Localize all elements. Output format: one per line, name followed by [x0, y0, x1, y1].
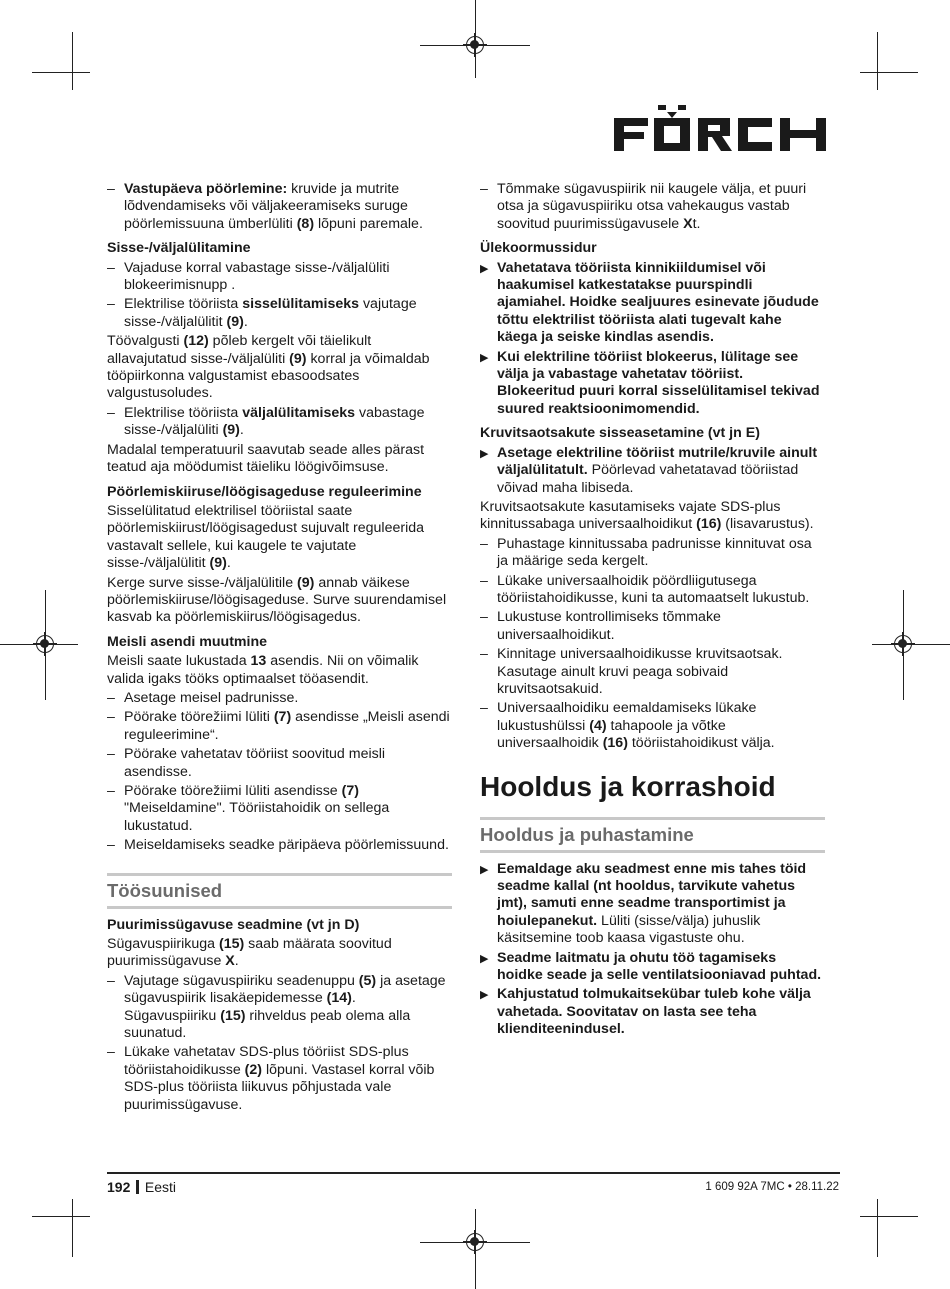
ref: (9) — [226, 313, 244, 330]
section-heading: Töösuunised — [107, 873, 452, 909]
paragraph — [107, 936, 452, 971]
term: Vastupäeva pöörlemine: — [124, 181, 288, 197]
text: Universaalhoidiku eemaldamiseks lükake lukustushülssi — [497, 700, 757, 734]
text: Pöörake töörežiimi lüliti — [124, 709, 274, 726]
text: saab määrata soovitud puurimissügavuse — [107, 936, 392, 970]
text: tööriistahoidikust välja. — [627, 735, 775, 752]
ref: (15) — [219, 936, 245, 953]
subheading: Sisse-/väljalülitamine — [107, 240, 251, 257]
text: Tõmmake sügavuspiirik nii kaugele välja, et puuri otsa ja sügavuspiiriku otsa vahekaugus vastab soovitud puurimissügavusele — [497, 181, 807, 232]
text: Elektrilise tööriista — [124, 296, 243, 313]
text: kruvide ja mutrite lõdvendamiseks või väljakeeramiseks suruge pöörlemissuuna ümberlüliti — [124, 181, 408, 232]
text: Kerge surve sisse-/väljalülitile — [107, 574, 298, 591]
paragraph: Madalal temperatuuril saavutab seade alles pärast teatud aja möödumist täieliku löögivõimsuse. — [107, 441, 425, 476]
text: asendis. Nii on võimalik valida igaks tööks optimaalset tööasendit. — [107, 653, 419, 687]
list-item: – Lükake universaalhoidik pöördliigutusega tööriistahoidikusse, kuni ta automaatselt lukustub. — [480, 573, 825, 608]
list-item — [107, 973, 452, 1043]
paragraph — [107, 503, 452, 573]
warning-text: Asetage elektriline tööriist mutrile/kruvile ainult väljalülitatult. — [497, 444, 818, 479]
text: lõpuni. Vastasel korral võib SDS-plus tööriista liikuvus põhjustada vale puurimissügavuse. — [124, 1061, 435, 1113]
right-column — [480, 181, 825, 1041]
text: vajutage sisse-/väljalülitit — [124, 296, 417, 330]
registration-target-icon — [36, 635, 54, 653]
ref: (9) — [222, 422, 240, 439]
text: t. — [692, 215, 701, 232]
term: väljalülitamiseks — [242, 404, 356, 421]
warning-text: Eemaldage aku seadmest enne mis tahes töid seadme kallal (nt hooldus, tarvikute vahetus jmt), samuti enne seadme transportimist ja hoiulepanekut. — [497, 860, 807, 929]
ref: (8) — [296, 215, 315, 232]
list-item — [107, 296, 452, 331]
text: Pöörake töörežiimi lüliti asendisse — [124, 783, 342, 799]
ref: (4) — [589, 717, 607, 734]
text: Kruvitsaotsakute kasutamiseks vajate SDS-plus kinnitussabaga universaalhoidikut — [480, 498, 781, 533]
registration-target-icon — [466, 1233, 484, 1251]
list-item: – Pöörake vahetatav tööriist soovitud meisli asendisse. — [107, 746, 452, 781]
warning-text: Kahjustatud tolmukaitsekübar tuleb kohe välja vahetada. Soovitatav on lasta see teha klienditeenindusel. — [497, 986, 811, 1038]
subheading: Puurimissügavuse seadmine (vt jn D) — [107, 916, 360, 933]
text: . — [239, 422, 244, 439]
text: rihveldus peab olema alla suunatud. — [124, 1007, 411, 1042]
text: Lükake vahetatav SDS-plus tööriist SDS-plus tööriistahoidikusse — [124, 1044, 409, 1078]
text: lõpuni paremale. — [314, 215, 423, 232]
text: "Meiseldamine". Tööriistahoidik on sellega lukustatud. — [124, 800, 390, 834]
ref: (7) — [273, 709, 292, 726]
warning-item — [480, 950, 825, 985]
ref: (9) — [297, 574, 315, 591]
list-item — [480, 181, 825, 233]
warning-text: Kui elektriline tööriist blokeerus, lülitage see välja ja vabastage vahetatav tööriist. Blokeeritud puuri korral sisselülitamisel tekivad suured reaktsioonimomendid. — [497, 348, 820, 417]
warning-item — [480, 445, 825, 497]
crop-mark — [877, 32, 878, 90]
list-item: – Meiseldamiseks seadke päripäeva pöörlemissuund. — [107, 837, 452, 854]
list-item — [107, 181, 452, 233]
crop-mark — [72, 32, 73, 90]
ref: (14) — [326, 990, 352, 1007]
subheading: Meisli asendi muutmine — [107, 633, 268, 650]
footer-page-info — [107, 1179, 176, 1195]
ref: (5) — [358, 972, 377, 989]
text: annab väikese pöörlemiskiiruse/löögisageduse. Surve suurendamisel kasvab ka pöörlemiskiirus/löögisagedus. — [107, 574, 447, 626]
text: tahapoole ja võtke universaalhoidik — [497, 717, 726, 752]
list-item — [480, 700, 825, 752]
ref: X — [225, 953, 235, 970]
list-item: – Kinnitage universaalhoidikusse kruvitsaotsak. Kasutage ainult kruvi peaga sobivaid kruvitsaotsakuid. — [480, 646, 825, 698]
crop-mark — [877, 1199, 878, 1257]
crop-mark — [860, 72, 918, 73]
warning-text: Seadme laitmatu ja ohutu töö tagamiseks hoidke seade ja selle ventilatsiooniavad puhtad. — [497, 949, 822, 984]
ref: X — [683, 215, 693, 232]
crop-mark — [72, 1199, 73, 1257]
text: . Sügavuspiiriku — [124, 990, 356, 1024]
crop-mark — [32, 1216, 90, 1217]
page-number: 192 — [107, 1179, 131, 1195]
doc-code: 1 609 92A 7MC • 28.11.22 — [705, 1181, 839, 1193]
warning-item — [480, 349, 825, 419]
text: (lisavarustus). — [721, 516, 814, 533]
text: Elektrilise tööriista — [124, 404, 243, 421]
text: Töövalgusti — [107, 333, 184, 350]
text: . — [234, 953, 239, 970]
text: . — [226, 555, 231, 572]
ref: (15) — [220, 1007, 246, 1024]
text: ja asetage sügavuspiirik lisakäepidemesse — [124, 972, 446, 1007]
text: vabastage sisse-/väljalüliti — [124, 404, 425, 439]
language-label: Eesti — [144, 1179, 176, 1195]
ref: (2) — [244, 1061, 262, 1078]
paragraph — [480, 499, 825, 534]
text: korral ja võimaldab tööpiirkonna valgustamist ebasoodsates valgustusoludes. — [107, 350, 430, 402]
ref: (9) — [209, 555, 227, 572]
subheading: Pöörlemiskiiruse/löögisageduse reguleerimine — [107, 483, 422, 500]
text: Vajutage sügavuspiiriku seadenuppu — [124, 972, 359, 989]
paragraph — [107, 333, 452, 403]
text: Pöörlevad vahetatavad tööriistad võivad maha libiseda. — [497, 462, 799, 496]
list-item — [107, 783, 452, 835]
ref: (16) — [696, 516, 722, 533]
registration-target-icon — [466, 36, 484, 54]
separator — [136, 1180, 139, 1194]
list-item: – Puhastage kinnitussaba padrunisse kinnituvat osa ja määrige seda kergelt. — [480, 536, 825, 571]
text: põleb kergelt või täielikult allavajutatud sisse-/väljalüliti — [107, 333, 372, 367]
registration-target-icon — [894, 635, 912, 653]
term: sisselülitamiseks — [242, 296, 360, 313]
list-item — [107, 709, 452, 744]
ref: (9) — [289, 350, 307, 367]
chapter-heading: Hooldus ja korrashoid — [480, 770, 776, 802]
warning-item — [480, 861, 825, 948]
list-item: – Asetage meisel padrunisse. — [107, 690, 452, 707]
text: asendisse „Meisli asendi reguleerimine“. — [124, 709, 450, 743]
brand-logo — [612, 104, 828, 154]
text: Sügavuspiirikuga — [107, 936, 219, 953]
text: . — [243, 313, 248, 330]
footer-divider — [107, 1172, 840, 1174]
ref: (16) — [602, 735, 628, 752]
text: Lüliti (sisse/välja) juhuslik käsitsemine toob kaasa vigastuste ohu. — [497, 912, 761, 947]
list-item: – Lukustuse kontrollimiseks tõmmake universaalhoidikut. — [480, 609, 825, 644]
left-column — [107, 181, 452, 1116]
list-item — [107, 405, 452, 440]
ref: (7) — [341, 783, 359, 799]
warning-item — [480, 260, 825, 347]
subheading: Ülekoormussidur — [480, 240, 597, 257]
list-item: – Vajaduse korral vabastage sisse-/väljalüliti blokeerimisnupp . — [107, 260, 452, 295]
section-heading: Hooldus ja puhastamine — [480, 817, 825, 853]
warning-text: Vahetatava tööriista kinnikiildumisel või haakumisel katkestatakse puurspindli ajamiahel. Hoidke sealjuures esinevate jõudude tõttu elektrilist tööriista alati tugevalt kahe käega ja seiske kindlas asendis. — [497, 259, 819, 346]
text: Sisselülitatud elektrilisel tööriistal saate pöörlemiskiirust/löögisagedust sujuvalt reguleerida vastavalt sellele, kui kaugele te vajutate sisse-/väljalülitit — [107, 502, 425, 572]
crop-mark — [32, 72, 90, 73]
paragraph — [107, 653, 452, 688]
ref: 13 — [250, 653, 267, 670]
warning-item — [480, 986, 825, 1038]
subheading: Kruvitsaotsakute sisseasetamine (vt jn E) — [480, 425, 760, 442]
text: Meisli saate lukustada — [107, 653, 251, 670]
list-item — [107, 1044, 452, 1114]
paragraph — [107, 575, 452, 627]
crop-mark — [860, 1216, 918, 1217]
ref: (12) — [183, 333, 209, 350]
